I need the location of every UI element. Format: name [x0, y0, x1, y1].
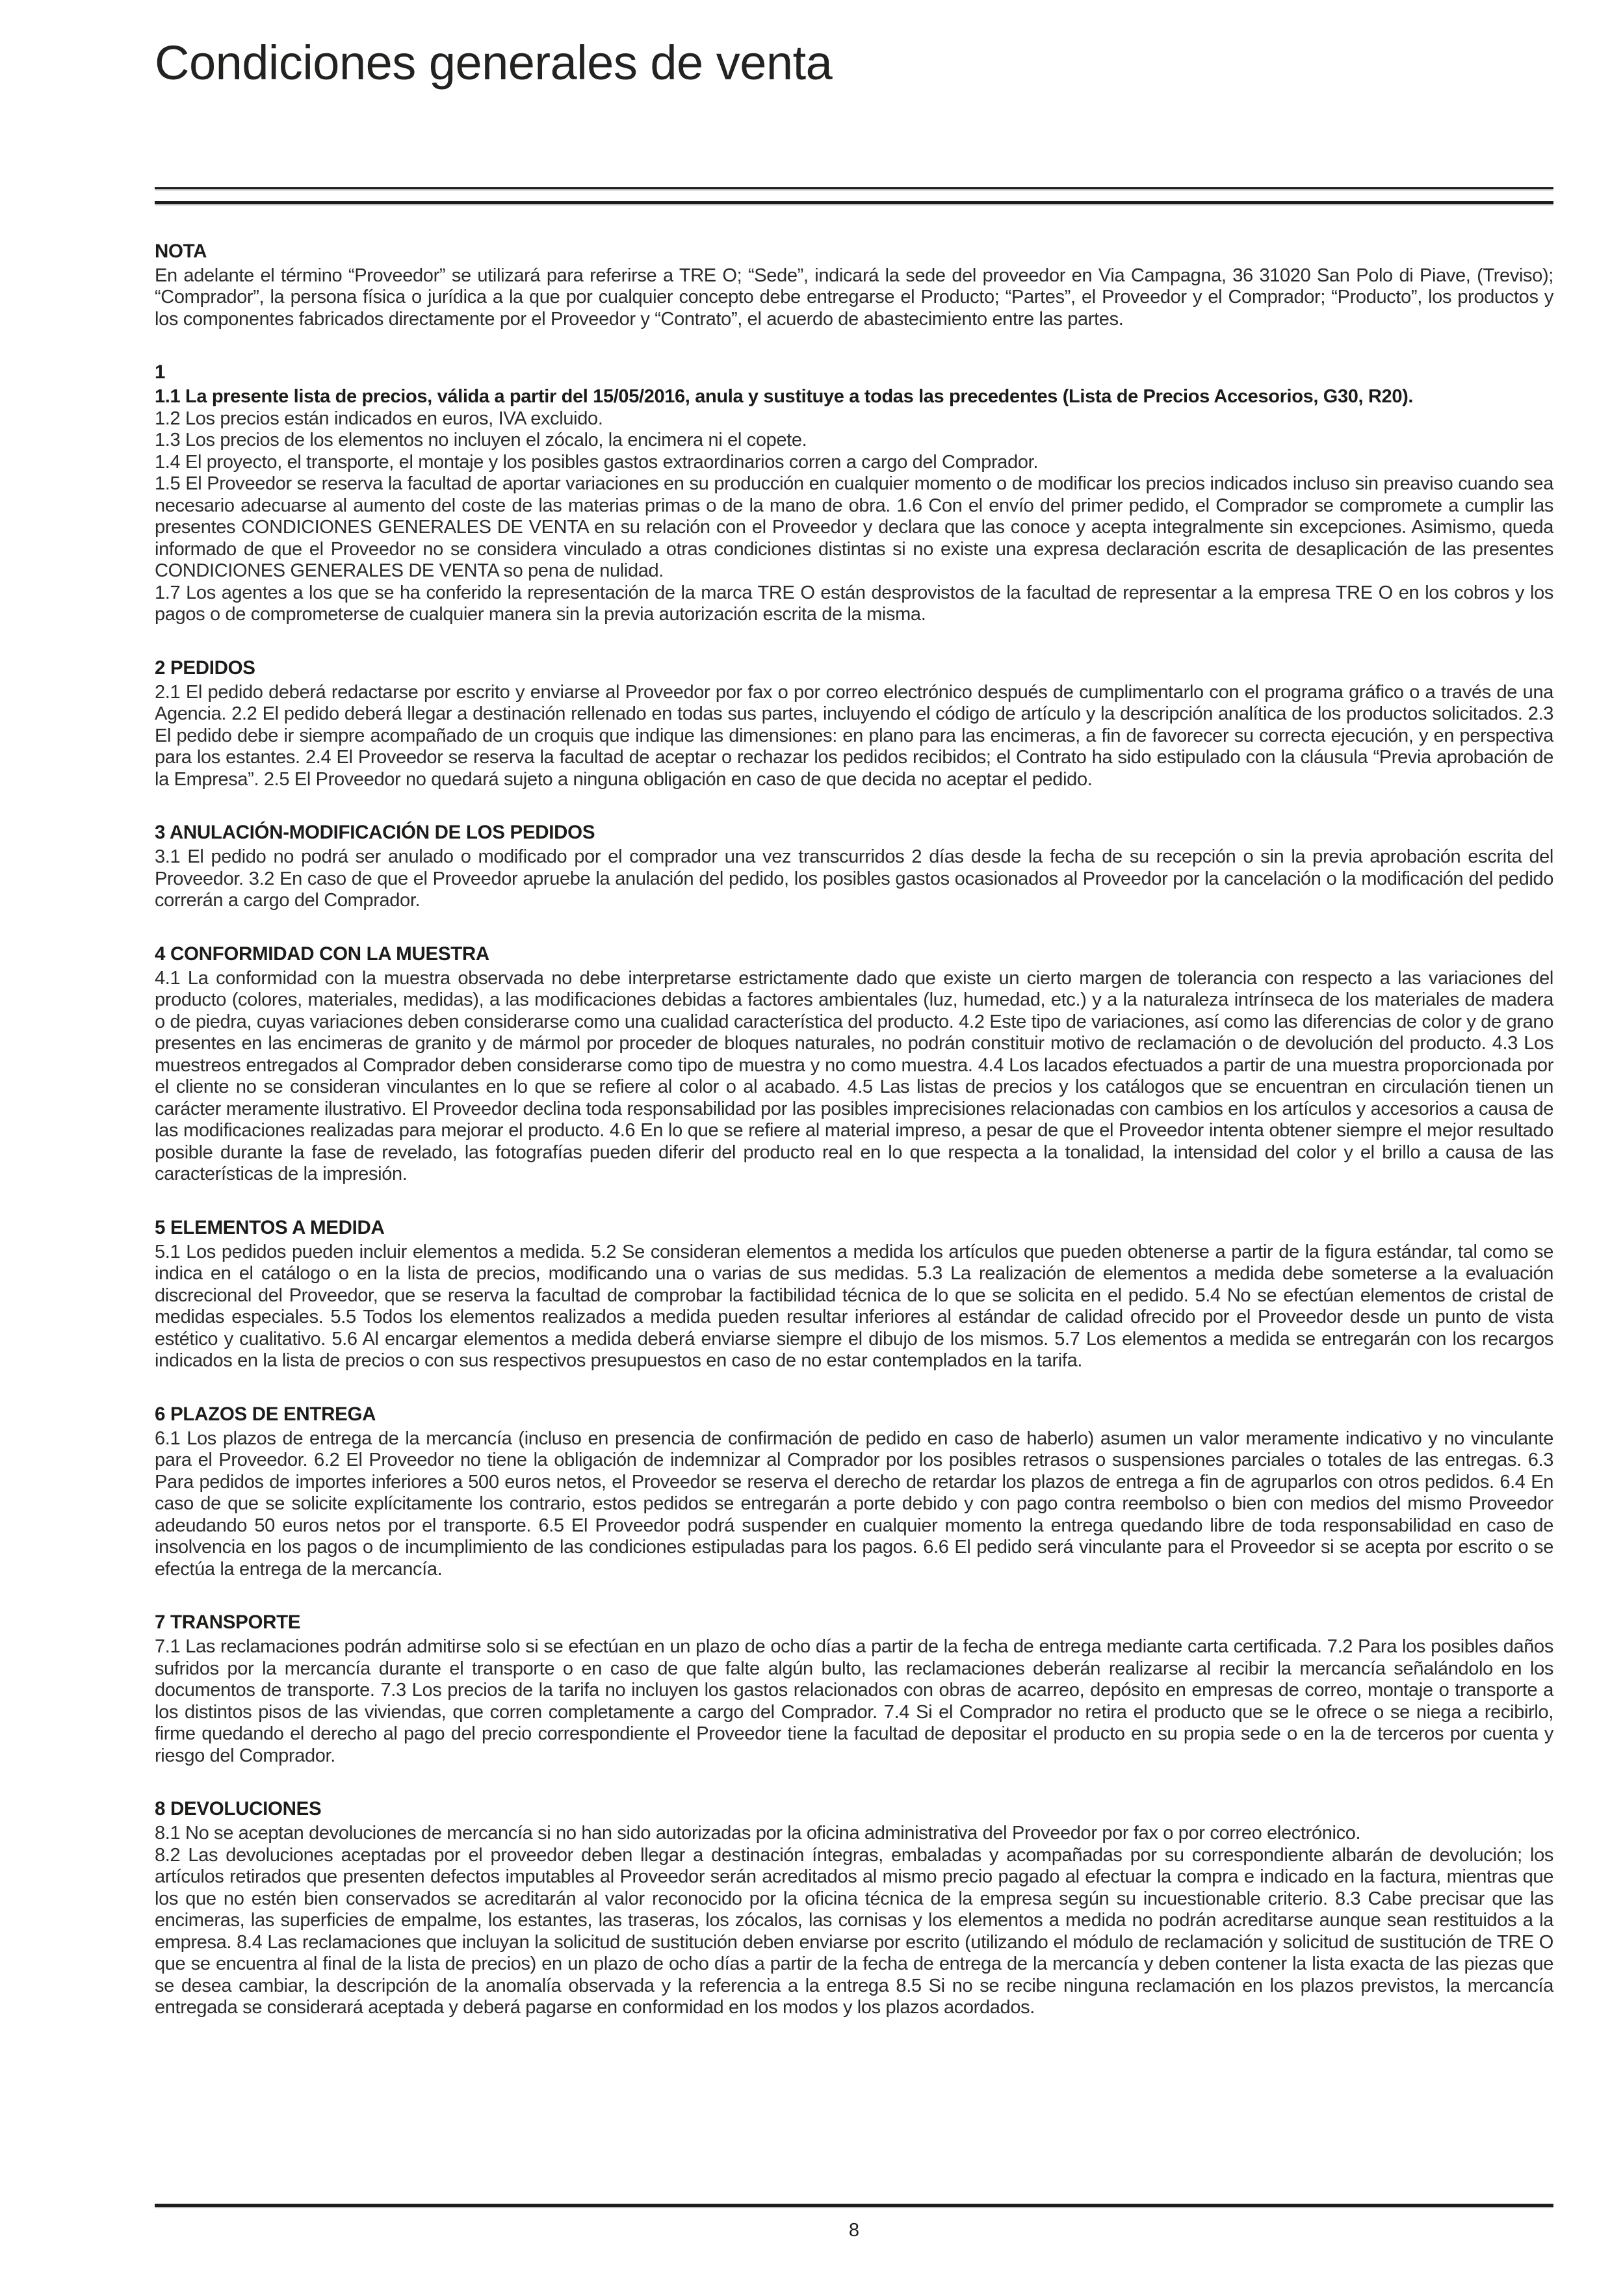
section-heading: 8 DEVOLUCIONES: [155, 1798, 322, 1820]
terms-sections-container: [155, 330, 1553, 2019]
header-divider-bottom: [155, 201, 1553, 205]
section-heading: 3 ANULACIÓN-MODIFICACIÓN DE LOS PEDIDOS: [155, 822, 595, 844]
nota-heading: NOTA: [155, 240, 207, 262]
terms-section: [155, 1217, 1553, 1372]
section-paragraph: 1.7 Los agentes a los que se ha conferido la representación de la marca TRE O están desprovistos de la facultad de representar a la empresa TRE O en los cobros y los pagos o de comprometerse de cualquier manera sin la previa autorización escrita de la misma.: [155, 582, 1553, 625]
nota-section: [155, 205, 1553, 331]
section-heading: 1: [155, 361, 166, 384]
page-footer: [155, 2204, 1553, 2296]
footer-divider: [155, 2204, 1553, 2208]
terms-section: [155, 1403, 1553, 1581]
terms-section: [155, 361, 1553, 626]
section-paragraph: 7.1 Las reclamaciones podrán admitirse solo si se efectúan en un plazo de ocho días a partir de la fecha de entrega mediante carta certificada. 7.2 Para los posibles daños sufridos por la mercancía durante el transporte o en caso de que falte algún bulto, las reclamaciones deberán realizarse al recibir la mercancía señalándolo en los documentos de transporte. 7.3 Los precios de la tarifa no incluyen los gastos relacionados con obras de acarreo, depósito en empresas de correo, montaje o transporte a los distintos pisos de las viviendas, que corren completamente a cargo del Comprador. 7.4 Si el Comprador no retira el producto que se le ofrece o se niega a recibirlo, firme quedando el derecho al pago del precio correspondiente el Proveedor tiene la facultad de depositar el producto en su propia sede o en la de terceros por cuenta y riesgo del Comprador.: [155, 1636, 1553, 1766]
terms-section: [155, 1798, 1553, 2019]
section-paragraph: 1.3 Los precios de los elementos no incluyen el zócalo, la encimera ni el copete.: [155, 430, 807, 451]
section-paragraph: 3.1 El pedido no podrá ser anulado o modificado por el comprador una vez transcurridos 2 días desde la fecha de su recepción o sin la previa aprobación escrita del Proveedor. 3.2 En caso de que el Proveedor apruebe la anulación del pedido, los posibles gastos ocasionados al Proveedor por la cancelación o la modificación del pedido correrán a cargo del Comprador.: [155, 846, 1553, 911]
terms-section: [155, 943, 1553, 1186]
section-paragraph: 2.1 El pedido deberá redactarse por escrito y enviarse al Proveedor por fax o por correo electrónico después de cumplimentarlo con el programa gráfico o a través de una Agencia. 2.2 El pedido deberá llegar a destinación rellenado en todas sus partes, incluyendo el código de artículo y la descripción analítica de los productos solicitados. 2.3 El pedido debe ir siempre acompañado de un croquis que indique las dimensiones: en plano para las encimeras, a fin de favorecer su correcta ejecución, y en perspectiva para los estantes. 2.4 El Proveedor se reserva la facultad de aceptar o rechazar los pedidos recibidos; el Contrato ha sido estipulado con la cláusula “Previa aprobación de la Empresa”. 2.5 El Proveedor no quedará sujeto a ninguna obligación en caso de que decida no aceptar el pedido.: [155, 681, 1553, 790]
section-paragraph: 1.4 El proyecto, el transporte, el montaje y los posibles gastos extraordinarios corren a cargo del Comprador.: [155, 451, 1039, 473]
section-paragraph: 1.5 El Proveedor se reserva la facultad de aportar variaciones en su producción en cualquier momento o de modificar los precios indicados incluso sin preaviso cuando sea necesario adecuarse al aumento del coste de las materias primas o de la mano de obra. 1.6 Con el envío del primer pedido, el Comprador se compromete a cumplir las presentes CONDICIONES GENERALES DE VENTA en su relación con el Proveedor y declara que las conoce y acepta integralmente sin excepciones. Asimismo, queda informado de que el Proveedor no se considera vinculado a otras condiciones distintas si no existe una expresa declaración escrita de desaplicación de las presentes CONDICIONES GENERALES DE VENTA so pena de nulidad.: [155, 473, 1553, 582]
section-heading: 2 PEDIDOS: [155, 657, 255, 679]
nota-body: En adelante el término “Proveedor” se utilizará para referirse a TRE O; “Sede”, indicará la sede del proveedor en Via Campagna, 36 31020 San Polo di Piave, (Treviso); “Comprador”, la persona física o jurídica a la que por cualquier concepto debe entregarse el Producto; “Partes”, el Proveedor y el Comprador; “Producto”, los productos y los componentes fabricados directamente por el Proveedor y “Contrato”, el acuerdo de abastecimiento entre las partes.: [155, 265, 1553, 330]
section-heading: 4 CONFORMIDAD CON LA MUESTRA: [155, 943, 489, 965]
page-title: Condiciones generales de venta: [155, 36, 833, 90]
terms-section: [155, 657, 1553, 791]
section-paragraph: 8.1 No se aceptan devoluciones de mercancía si no han sido autorizadas por la oficina administrativa del Proveedor por fax o por correo electrónico.: [155, 1823, 1361, 1844]
section-paragraph: 6.1 Los plazos de entrega de la mercancía (incluso en presencia de confirmación de pedido en caso de haberlo) asumen un valor meramente indicativo y no vinculante para el Proveedor. 6.2 El Proveedor no tiene la obligación de indemnizar al Comprador por los posibles retrasos o suspensiones parciales o totales de las entregas. 6.3 Para pedidos de importes inferiores a 500 euros netos, el Proveedor se reserva el derecho de retardar los plazos de entrega a fin de agruparlos con otros pedidos. 6.4 En caso de que se solicite explícitamente los contrario, estos pedidos se entregarán a porte debido y con pago contra reembolso o bien con medios del mismo Proveedor adeudando 50 euros netos por el transporte. 6.5 El Proveedor podrá suspender en cualquier momento la entrega quedando libre de toda responsabilidad en caso de insolvencia en los pagos o de incumplimiento de las condiciones estipuladas para los pagos. 6.6 El pedido será vinculante para el Proveedor si se acepta por escrito o se efectúa la entrega de la mercancía.: [155, 1428, 1553, 1580]
section-paragraph: 5.1 Los pedidos pueden incluir elementos a medida. 5.2 Se consideran elementos a medida los artículos que pueden obtenerse a partir de la figura estándar, tal como se indica en el catálogo o en la lista de precios, modificando una o varias de sus medidas. 5.3 La realización de elementos a medida debe someterse a la evaluación discrecional del Proveedor, que se reserva la facultad de comprobar la factibilidad técnica de lo que se solicita en el pedido. 5.4 No se efectúan elementos de cristal de medidas especiales. 5.5 Todos los elementos realizados a medida pueden resultar inferiores al estándar de calidad ofrecido por el Proveedor desde un punto de vista estético y cualitativo. 5.6 Al encargar elementos a medida deberá enviarse siempre el dibujo de los mismos. 5.7 Los elementos a medida se entregarán con los recargos indicados en la lista de precios o con sus respectivos presupuestos en caso de no estar contemplados en la tarifa.: [155, 1241, 1553, 1372]
page-number: 8: [848, 2220, 860, 2241]
section-heading: 5 ELEMENTOS A MEDIDA: [155, 1216, 385, 1238]
section-heading: 7 TRANSPORTE: [155, 1611, 301, 1634]
terms-section: [155, 1611, 1553, 1767]
terms-section: [155, 822, 1553, 912]
section-paragraph: 1.1 La presente lista de precios, válida a partir del 15/05/2016, anula y sustituye a todas las precedentes (Lista de Precios Accesorios, G30, R20).: [155, 386, 1414, 408]
header-rules: [155, 187, 1553, 205]
section-paragraph: 8.2 Las devoluciones aceptadas por el proveedor deben llegar a destinación íntegras, embaladas y acompañadas por su correspondiente albarán de devolución; los artículos retirados que presenten defectos imputables al Proveedor serán acreditados al mismo precio pagado al efectuar la compra e indicado en la factura, mientras que los que no estén bien conservados se acreditarán al valor reconocido por la oficina técnica de la empresa según su incuestionable criterio. 8.3 Cabe precisar que las encimeras, las superficies de empalme, los estantes, las traseras, los zócalos, las cornisas y los elementos a medida no podrán acreditarse aunque sean restituidos a la empresa. 8.4 Las reclamaciones que incluyan la solicitud de sustitución deben enviarse por escrito (utilizando el módulo de reclamación y solicitud de sustitución de TRE O que se encuentra al final de la lista de precios) en un plazo de ocho días a partir de la fecha de entrega de la mercancía y deben contener la lista exacta de las piezas que se desea cambiar, la descripción de la anomalía observada y la referencia a la entrega 8.5 Si no se recibe ninguna reclamación en los plazos previstos, la mercancía entregada se considerará aceptada y deberá pagarse en conformidad en los modos y los plazos acordados.: [155, 1844, 1553, 2018]
section-paragraph: 4.1 La conformidad con la muestra observada no debe interpretarse estrictamente dado que existe un cierto margen de tolerancia con respecto a las variaciones del producto (colores, materiales, medidas), a las modificaciones debidas a factores ambientales (luz, humedad, etc.) y a la naturaleza intrínseca de los materiales de madera o de piedra, cuyas variaciones deben considerarse como una cualidad característica del producto. 4.2 Este tipo de variaciones, así como las diferencias de color y de grano presentes en las encimeras de granito y de mármol por proceder de bloques naturales, no podrán constituir motivo de reclamación o de devolución del producto. 4.3 Los muestreos entregados al Comprador deben considerarse como tipo de muestra y no como muestra. 4.4 Los lacados efectuados a partir de una muestra proporcionada por el cliente no se consideran vinculantes en lo que se refiere al color o al acabado. 4.5 Las listas de precios y los catálogos que se encuentran en circulación tienen un carácter meramente ilustrativo. El Proveedor declina toda responsabilidad por las posibles imprecisiones relacionadas con cambios en los artículos y accesorios a causa de las modificaciones realizadas para mejorar el producto. 4.6 En lo que se refiere al material impreso, a pesar de que el Proveedor intenta obtener siempre el mejor resultado posible durante la fase de revelado, las fotografías pueden diferir del producto real en lo que respecta a la tonalidad, la intensidad del color y el brillo a causa de las características de la impresión.: [155, 967, 1553, 1185]
section-paragraph: 1.2 Los precios están indicados en euros, IVA excluido.: [155, 408, 603, 429]
section-heading: 6 PLAZOS DE ENTREGA: [155, 1403, 376, 1425]
header-divider-top: [155, 187, 1553, 190]
